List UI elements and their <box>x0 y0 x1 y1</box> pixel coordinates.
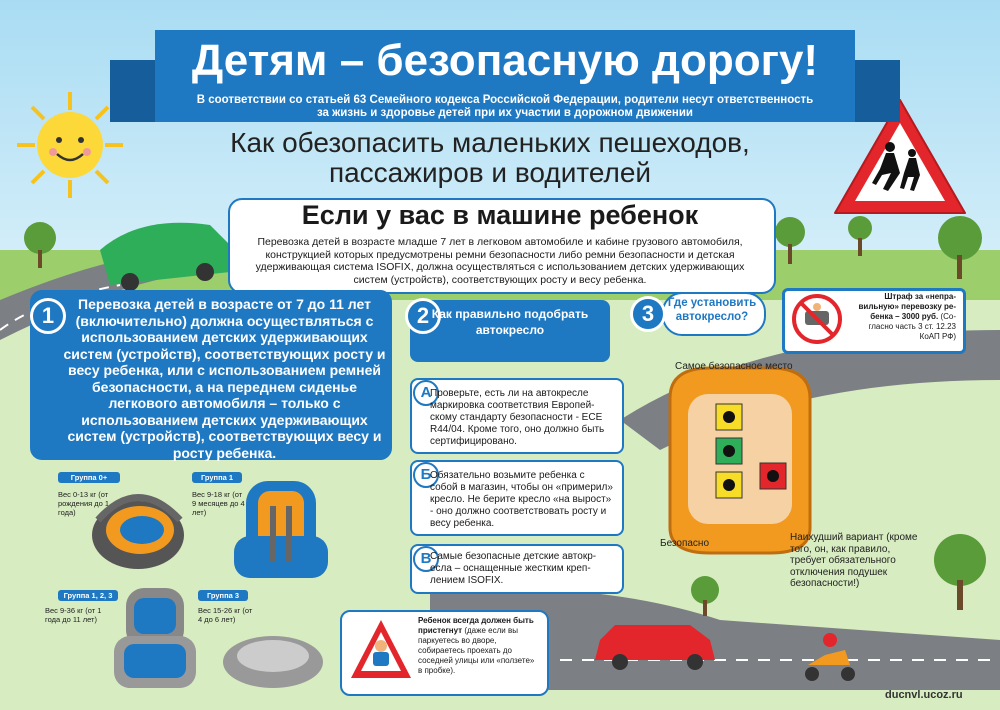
sun-icon <box>15 90 125 200</box>
section-3-text: Где установить автокресло? <box>667 297 757 323</box>
tip-b-letter: Б <box>413 462 439 488</box>
section-1-text: Перевозка детей в возрасте от 7 до 11 лет (включительно) должна осуществляться с использованием детских удерживающих систем (устройств), соответствующих росту и весу ребенка, или с использованием ремней безопасности, а на переднем сиденье легкового автомобиля – только с использованием детских удерживающих систем (устройств), соответствующих весу и росту ребенка. <box>63 296 386 461</box>
seat-group-123-icon <box>110 586 200 692</box>
group-123-desc: Вес 9-36 кг (от 1 года до 11 лет) <box>45 606 102 624</box>
headline-line-1: Как обезопасить маленьких пешеходов, <box>230 127 750 158</box>
page-title: Детям – безопасную дорогу! <box>191 36 819 85</box>
headline <box>210 128 770 188</box>
seat-group-0-icon <box>88 480 188 575</box>
tip-a-letter: А <box>413 380 439 406</box>
seatbelt-rest: (даже если вы паркуетесь во дворе, собираетесь проехать до соседней улицы или «ползете» в пробке). <box>418 626 535 675</box>
group-0-label: Группа 0+ <box>58 472 120 483</box>
tip-v-letter: В <box>413 546 439 572</box>
subtitle-line-2: за жизнь и здоровье детей при их участии в дорожном движении <box>316 107 694 119</box>
seat-group-3-icon <box>218 622 328 692</box>
group-3-label: Группа 3 <box>198 590 248 601</box>
car-child-text: Перевозка детей в возрасте младше 7 лет в легковом автомобиле и кабине грузового автомобиля, конструкцией которых предусмотрены ремни безопасности либо ремни безопасности и детская удерживающая система ISOFIX, должна осуществляться с использованием детских удерживающих систем (устройств), соответствующих росту и весу ребенка. <box>255 236 745 286</box>
worst-seat-caption: Наихудший вариант (кроме того, он, как правило, требует обязательного отключения подушек безопасности!) <box>790 532 918 589</box>
seatbelt-bold: Ребенок всегда должен быть пристегнут <box>418 616 534 635</box>
subtitle-line-1: В соответствии со статьей 63 Семейного кодекса Российской Федерации, родители несут ответственность <box>196 94 814 106</box>
section-3-number: 3 <box>630 296 666 332</box>
tip-b-text: Обязательно возьмите ребенка с собой в магазин, чтобы он «примерил» кресло. Не берите кресло «на вырост» - оно должно соответствовать росту и весу ребенка. <box>430 470 613 529</box>
prohibited-child-icon <box>790 293 844 345</box>
seat-group-1-icon <box>226 476 336 586</box>
group-3-desc: Вес 15-26 кг (от 4 до 6 лет) <box>198 606 253 624</box>
child-in-car-sign-icon <box>348 616 414 686</box>
tip-v-text: Самые безопасные детские автокресла – оснащенные жестким креплением ISOFIX. <box>430 551 597 586</box>
green-car <box>100 223 235 285</box>
car-top-view-diagram <box>650 358 820 558</box>
tip-a-text: Проверьте, есть ли на автокресле маркировка соответствия Европейскому стандарту безопасности - ECE R44/04. Кроме того, оно должно быть сертифицировано. <box>430 388 605 447</box>
section-2-text: Как правильно подобрать автокресло <box>431 307 589 337</box>
fine-amount: Штраф за «неправильную» перевозку ребенка – 3000 руб. <box>858 292 956 321</box>
fine-law: (Согласно часть 3 ст. 12.23 КоАП РФ) <box>868 312 956 341</box>
safest-seat-caption: Самое безопасное место <box>675 361 793 372</box>
headline-line-2: пассажиров и водителей <box>328 157 652 188</box>
group-0-desc: Вес 0-13 кг (от рождения до 1 года) <box>58 490 110 517</box>
page-subtitle <box>170 94 840 120</box>
fine-text <box>852 292 956 342</box>
watermark-url: ducnvl.ucoz.ru <box>885 689 963 701</box>
section-2-number: 2 <box>405 298 441 334</box>
section-1-number: 1 <box>30 298 66 334</box>
group-1-label: Группа 1 <box>192 472 242 483</box>
safe-seat-caption: Безопасно <box>660 538 709 549</box>
car-child-title: Если у вас в машине ребенок <box>301 200 699 230</box>
seatbelt-text <box>418 616 540 676</box>
group-1-desc: Вес 9-18 кг (от 9 месяцев до 4 лет) <box>192 490 245 517</box>
group-123-label: Группа 1, 2, 3 <box>58 590 118 601</box>
